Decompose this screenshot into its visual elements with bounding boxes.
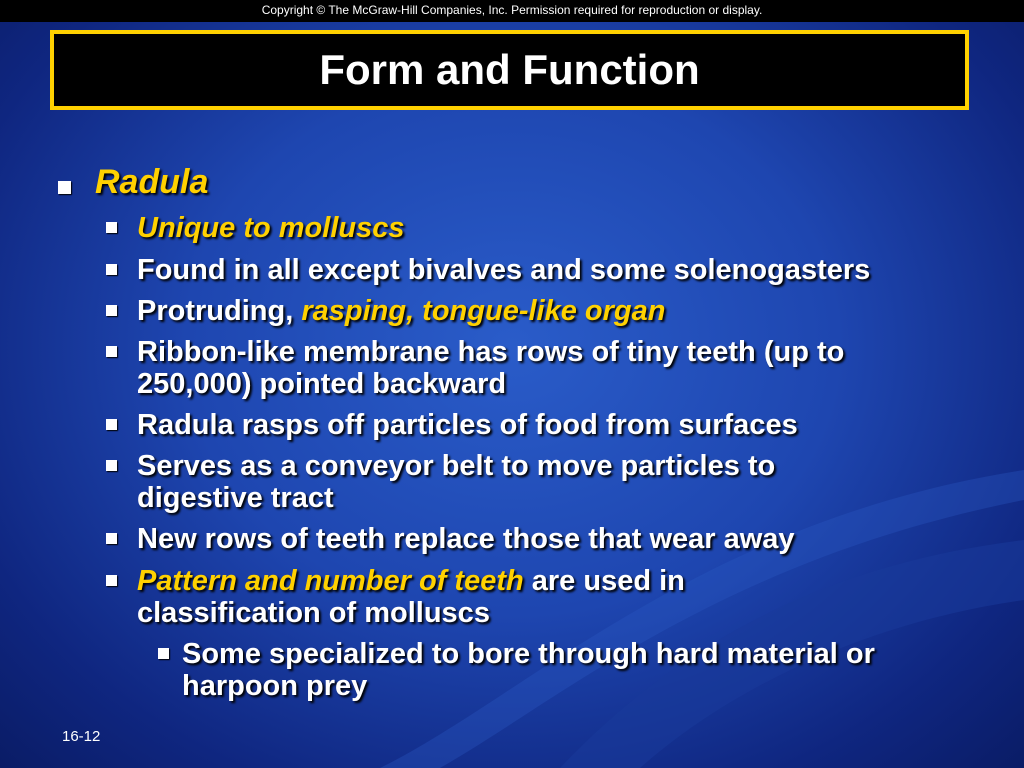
bullet-square-icon	[106, 575, 117, 586]
conveyor-line2: digestive tract	[137, 482, 334, 514]
copyright-bar	[0, 0, 1024, 22]
pattern-line2: classification of molluscs	[137, 597, 490, 629]
title-box	[50, 30, 969, 110]
specialized-line1: Some specialized to bore through hard material or	[182, 638, 875, 670]
bullet-new-rows: New rows of teeth replace those that wear away	[137, 523, 795, 555]
bullet-square-icon	[158, 648, 169, 659]
heading-radula: Radula	[95, 163, 209, 201]
bullet-square-icon	[106, 264, 117, 275]
slide-title: Form and Function	[319, 46, 700, 93]
bullet-square-icon	[106, 222, 117, 233]
bullet-square-icon	[106, 346, 117, 357]
bullet-rasps: Radula rasps off particles of food from surfaces	[137, 409, 798, 441]
bullet-protruding	[137, 295, 1007, 327]
sub-bullet-specialized	[182, 638, 1012, 702]
bullet-pattern	[137, 565, 1007, 629]
bullet-ribbon	[137, 336, 1007, 400]
bullet-found: Found in all except bivalves and some solenogasters	[137, 254, 871, 286]
protruding-prefix: Protruding,	[137, 295, 302, 327]
ribbon-line1: Ribbon-like membrane has rows of tiny teeth (up to	[137, 336, 845, 368]
conveyor-line1: Serves as a conveyor belt to move particles to	[137, 450, 776, 482]
bullet-square-icon	[106, 460, 117, 471]
bullet-square-icon	[106, 305, 117, 316]
specialized-line2: harpoon prey	[182, 670, 368, 702]
bullet-square-icon	[106, 419, 117, 430]
slide-number: 16-12	[62, 728, 101, 745]
pattern-highlight: Pattern and number of teeth	[137, 565, 524, 597]
ribbon-line2: 250,000) pointed backward	[137, 368, 507, 400]
bullet-square-icon	[58, 181, 71, 194]
bullet-square-icon	[106, 533, 117, 544]
protruding-highlight: rasping, tongue-like organ	[301, 295, 666, 327]
pattern-rest: are used in	[523, 565, 685, 597]
bullet-unique: Unique to molluscs	[137, 212, 405, 244]
copyright-text: Copyright © The McGraw-Hill Companies, Inc. Permission required for reproduction or display.	[261, 3, 763, 17]
bullet-conveyor	[137, 450, 1007, 514]
